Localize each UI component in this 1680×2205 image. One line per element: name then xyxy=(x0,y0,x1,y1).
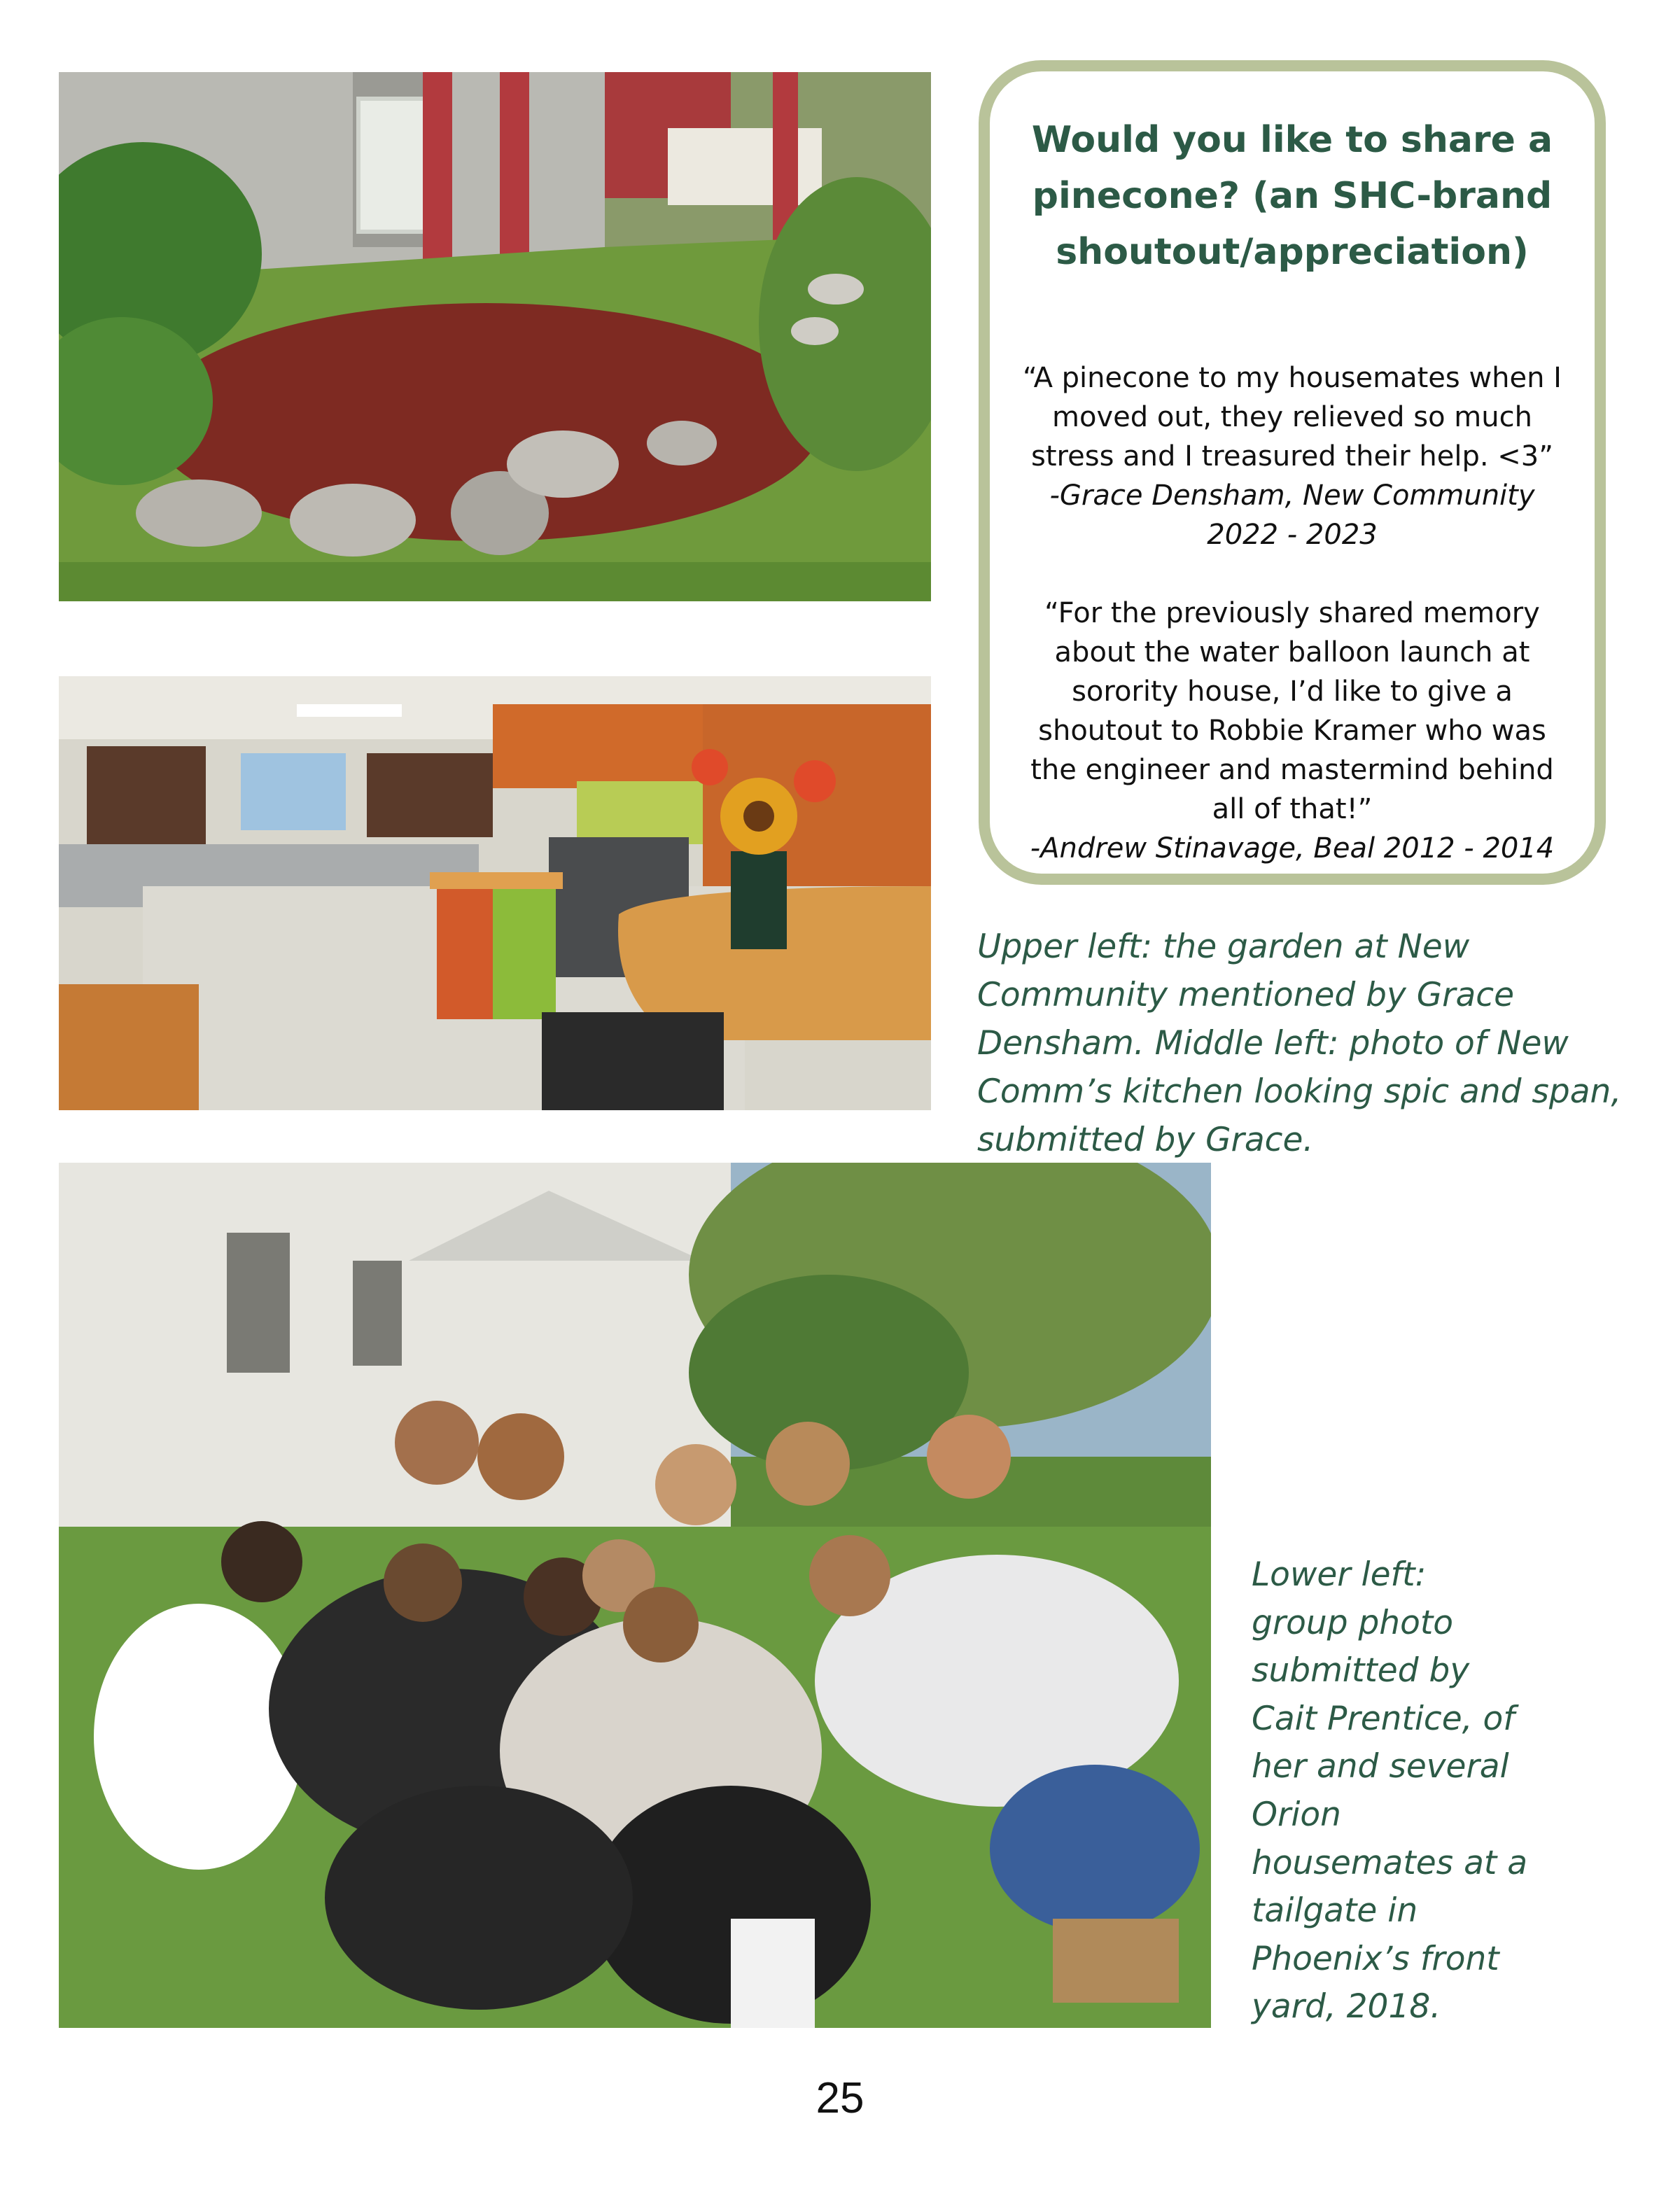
group-photo xyxy=(59,1163,1211,2028)
quote-attribution: -Andrew Stinavage, Beal 2012 - 2014 xyxy=(1030,832,1555,864)
kitchen-photo xyxy=(59,676,931,1110)
quote-text: “For the previously shared memory about the water balloon launch at sorority house, I’d like to give a shoutout to Robbie Kramer who was the engineer and mastermind behind all of that!” xyxy=(1030,597,1554,825)
pinecone-callout xyxy=(979,60,1606,885)
quote-attribution: -Grace Densham, New Community 2022 - 2023 xyxy=(1049,479,1535,551)
caption-lower: Lower left: group photo submitted by Cait Prentice, of her and several Orion housemates at a tailgate in Phoenix’s front yard, 2018. xyxy=(1252,1555,1528,2026)
callout-heading: Would you like to share a pinecone? (an SHC-brand shoutout/appreciation) xyxy=(1031,119,1553,273)
page-number: 25 xyxy=(816,2074,864,2122)
caption-upper: Upper left: the garden at New Community mentioned by Grace Densham. Middle left: photo of New Comm’s kitchen looking spic and span, submitted by Grace. xyxy=(977,927,1622,1159)
quote-andrew xyxy=(1018,594,1567,868)
quote-text: “A pinecone to my housemates when I moved out, they relieved so much stress and I treasured their help. <3” xyxy=(1023,362,1562,472)
quote-grace xyxy=(1018,358,1567,554)
garden-photo xyxy=(59,72,931,601)
